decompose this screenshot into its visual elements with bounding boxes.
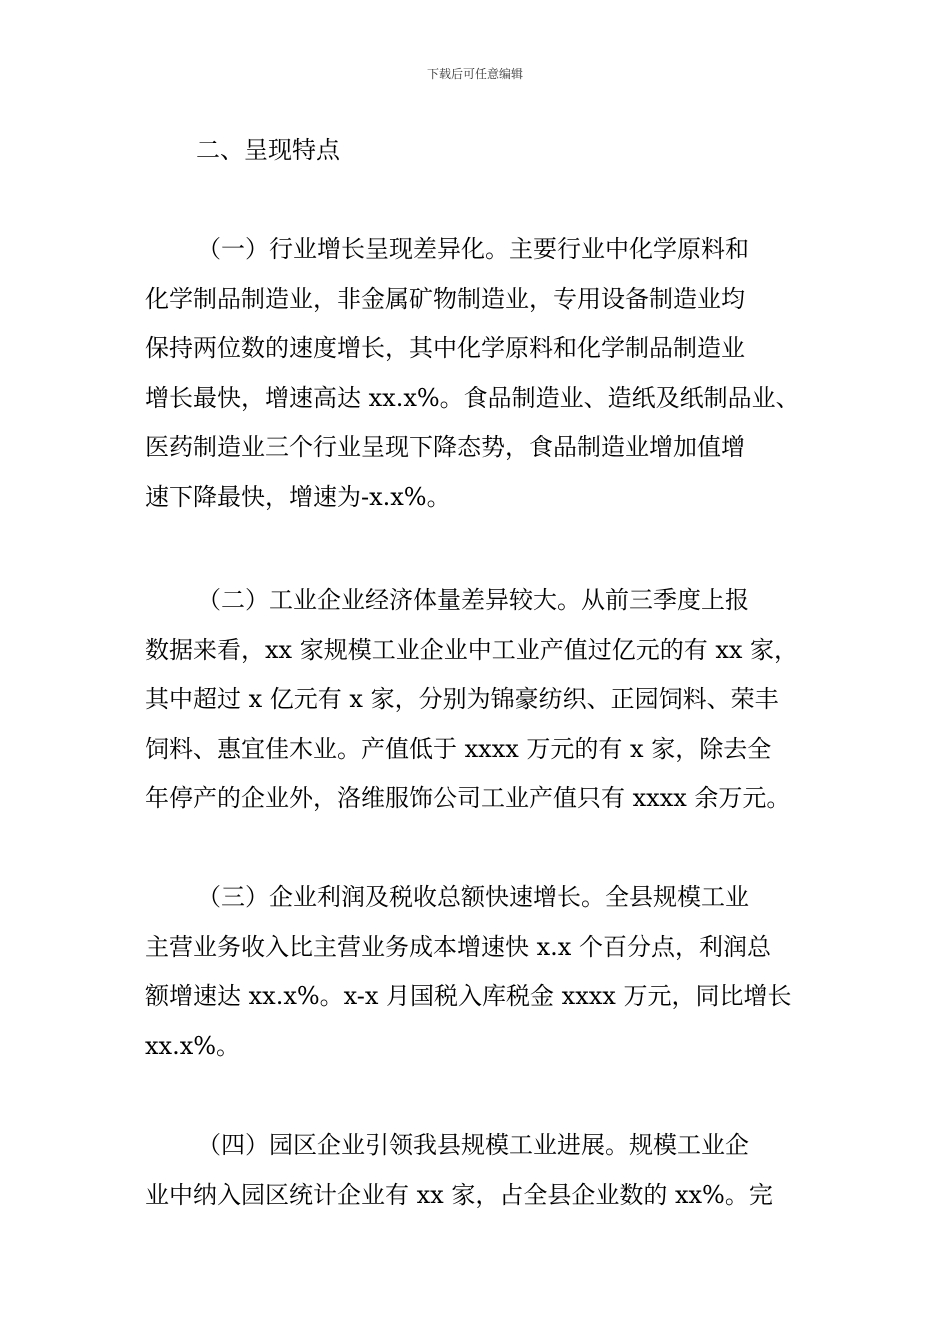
paragraph-line: 数据来看，xx 家规模工业企业中工业产值过亿元的有 xx 家， [145,635,799,664]
section-title: 二、呈现特点 [196,136,340,164]
paragraph-industry-growth [145,225,815,522]
paragraph-line: 保持两位数的速度增长，其中化学原料和化学制品制造业 [145,334,745,362]
paragraph-line: （一）行业增长呈现差异化。主要行业中化学原料和 [197,235,749,263]
paragraph-line: （四）园区企业引领我县规模工业进展。规模工业企 [197,1131,749,1159]
paragraph-line: xx.x%。 [145,1031,241,1060]
paragraph-line: 医药制造业三个行业呈现下降态势，食品制造业增加值增 [145,433,745,461]
paragraph-profit-tax [145,873,815,1071]
paragraph-line: （三）企业利润及税收总额快速增长。全县规模工业 [197,883,749,911]
paragraph-line: 业中纳入园区统计企业有 xx 家，占全县企业数的 xx%。完 [145,1180,773,1209]
paragraph-line: 化学制品制造业，非金属矿物制造业，专用设备制造业均 [145,284,745,313]
paragraph-line: 年停产的企业外，洛维服饰公司工业产值只有 xxxx 余万元。 [145,784,791,812]
paragraph-industrial-park [145,1121,815,1220]
paragraph-line: （二）工业企业经济体量差异较大。从前三季度上报 [197,586,749,614]
paragraph-line: 其中超过 x 亿元有 x 家，分别为锦豪纺织、正园饲料、荣丰 [145,685,779,713]
paragraph-line: 主营业务收入比主营业务成本增速快 x.x 个百分点，利润总 [145,932,771,961]
paragraph-line: 额增速达 xx.x%。x-x 月国税入库税金 xxxx 万元，同比增长 [145,982,792,1010]
page-header: 下载后可任意编辑 [426,67,523,81]
paragraph-line: 饲料、惠宜佳木业。产值低于 xxxx 万元的有 x 家，除去全 [145,734,772,763]
paragraph-line: 增长最快，增速高达 xx.x%。食品制造业、造纸及纸制品业、 [145,383,800,412]
paragraph-line: 速下降最快，增速为-x.x%。 [145,482,451,511]
paragraph-enterprise-scale [145,576,815,824]
